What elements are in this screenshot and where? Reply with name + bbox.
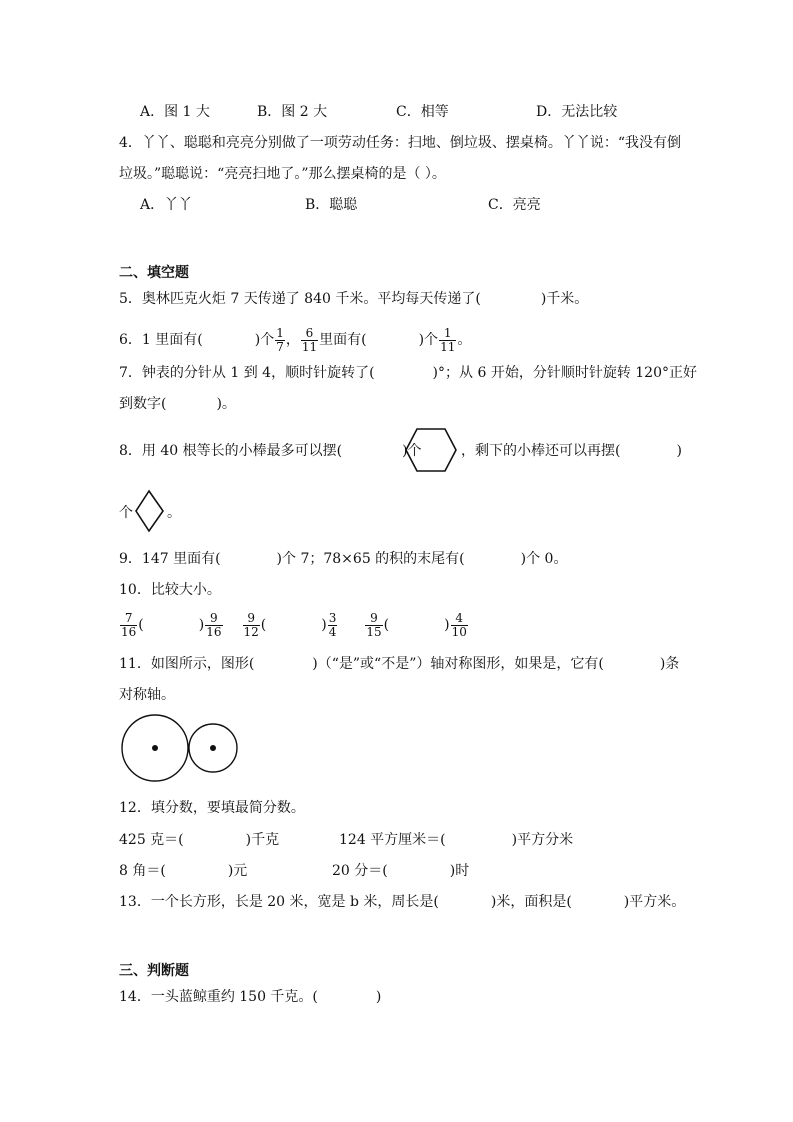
section-title-fill-blank: 二、填空题 [119,265,189,281]
q3-option-b: B．图 2 大 [257,104,328,120]
q7-line2: 到数字( )。 [119,396,236,412]
fraction-7-16: $\frac{7}{16}$ [121,610,137,639]
two-circles-figure [118,714,243,784]
q5: 5．奥林匹克火炬 7 天传递了 840 千米。平均每天传递了( )千米。 [119,291,589,307]
q13: 13．一个长方形，长是 20 米，宽是 b 米，周长是( )米，面积是( )平方米。 [119,894,686,910]
q10-comparisons: $\frac{7}{16}$ ( ) $\frac{9}{16}$ $\frac{9}{12}$ ( ) $\frac{3}{4}$ $\frac{9}{15}$ ( ) $\frac{4}{10}$ [121,610,467,639]
section-title-true-false: 三、判断题 [119,963,189,979]
q4-option-c: C．亮亮 [488,197,541,213]
fraction-6-11: $\frac{6}{11}$ [301,325,318,354]
q8-line1-a: 8．用 40 根等长的小棒最多可以摆( )个 [119,443,422,459]
rhombus-icon [135,490,165,532]
q3-option-a: A．图 1 大 [140,104,210,120]
q11-line2: 对称轴。 [119,687,175,703]
q4-option-b: B．聪聪 [305,197,358,213]
fraction-9-12: $\frac{9}{12}$ [243,610,259,639]
q8-line2-a: 个 [119,505,133,521]
fraction-1-7: $\frac{1}{7}$ [276,325,284,354]
q9: 9．147 里面有( )个 7；78×65 的积的末尾有( )个 0。 [119,551,568,567]
fraction-1-11: $\frac{1}{11}$ [440,325,456,354]
q4-option-a: A．丫丫 [140,197,193,213]
q6: 6．1 里面有( )个 $\frac{1}{7}$ ， $\frac{6}{11}$ 里面有( )个 $\frac{1}{11}$ 。 [119,325,472,354]
q3-option-c: C．相等 [396,104,449,120]
q14: 14．一头蓝鲸重约 150 千克。( ) [119,989,382,1005]
q8-line1-b: ，剩下的小棒还可以再摆( ) [461,443,682,459]
hexagon-icon [405,428,457,473]
q10-title: 10．比较大小。 [119,582,221,598]
fraction-4-10: $\frac{4}{10}$ [451,610,467,639]
q12-row1-right: 124 平方厘米＝( )平方分米 [339,832,574,848]
fraction-3-4: $\frac{3}{4}$ [328,610,337,639]
q8-line2-b: 。 [167,505,181,521]
q4-line1: 4．丫丫、聪聪和亮亮分别做了一项劳动任务：扫地、倒垃圾、摆桌椅。丫丫说：“我没有倒 [119,135,682,151]
fraction-9-16: $\frac{9}{16}$ [206,610,222,639]
q12-row2-right: 20 分＝( )时 [332,863,470,879]
q3-option-d: D．无法比较 [536,104,618,120]
q11-line1: 11．如图所示，图形( )（“是”或“不是”）轴对称图形，如果是，它有( )条 [119,656,680,672]
q4-line2: 垃圾。”聪聪说：“亮亮扫地了。”那么摆桌椅的是（ ）。 [119,166,446,182]
q12-title: 12．填分数，要填最简分数。 [119,800,305,816]
fraction-9-15: $\frac{9}{15}$ [366,610,382,639]
q7-line1: 7．钟表的分针从 1 到 4，顺时针旋转了( )°；从 6 开始，分针顺时针旋转 120°正好 [119,365,697,381]
q12-row1-left: 425 克＝( )千克 [119,832,280,848]
q12-row2-left: 8 角＝( )元 [119,863,248,879]
